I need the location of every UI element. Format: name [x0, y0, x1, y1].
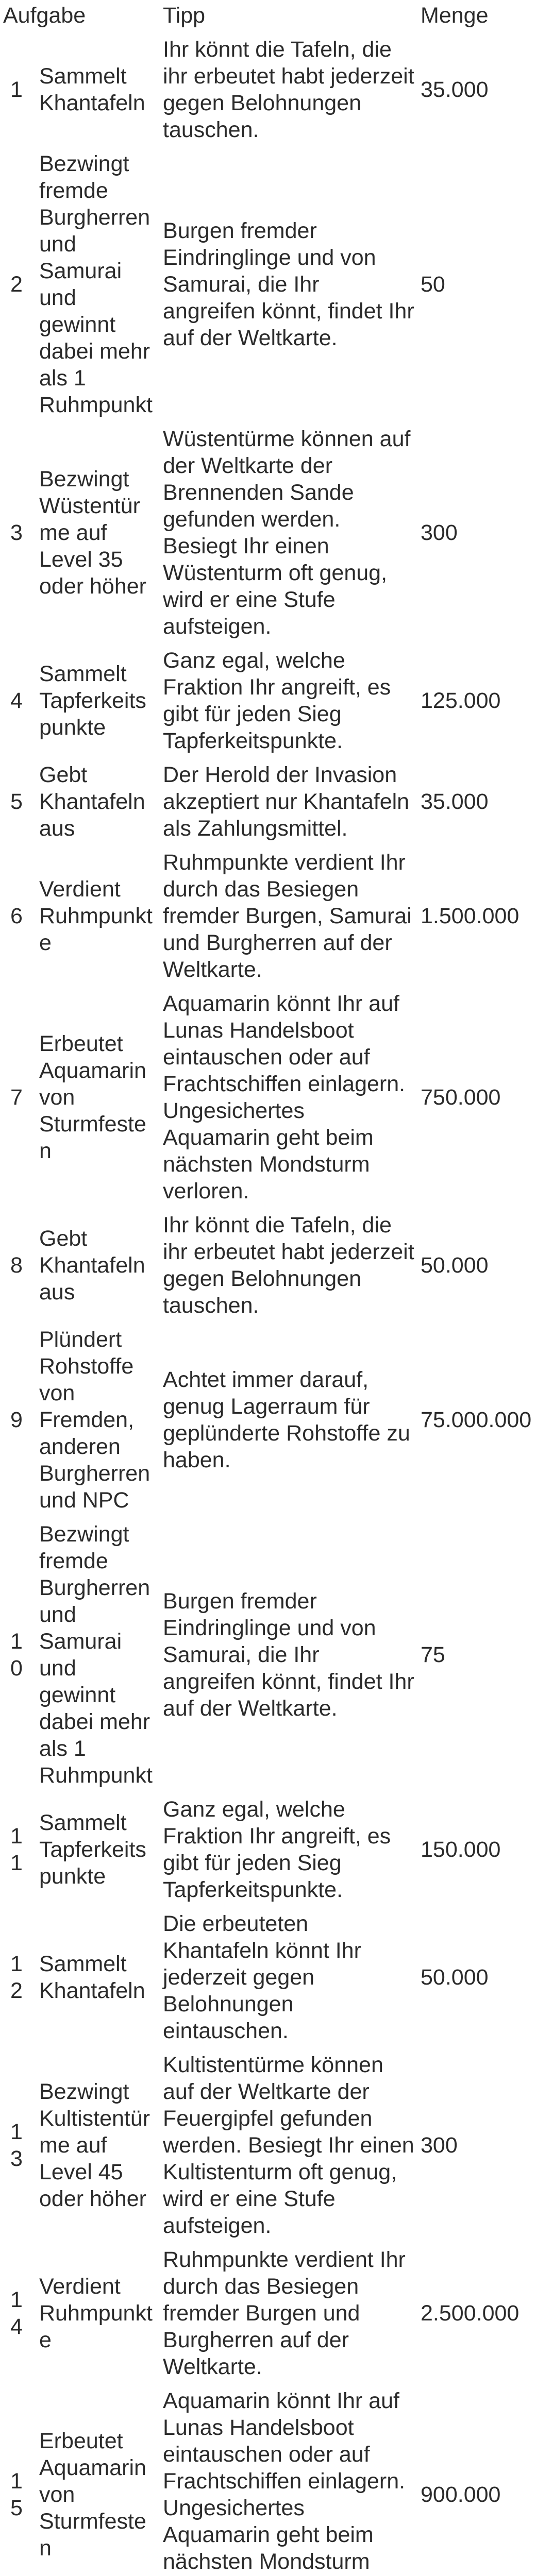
- tip-cell: Ihr könnt die Tafeln, die ihr erbeutet habt jederzeit gegen Belohnungen tauschen.: [163, 1213, 414, 1318]
- row-number: 2: [10, 272, 23, 297]
- quantity-cell: 300: [421, 2133, 458, 2158]
- table-row: [0, 847, 536, 988]
- tip-cell: Wüstentürme können auf der Weltkarte der Brennenden Sande gefunden werden. Besiegt Ihr einen Wüstenturm oft genug, wird er eine Stufe aufsteigen.: [163, 427, 411, 639]
- task-cell: Sammelt Khantafeln: [39, 64, 145, 115]
- task-cell: Sammelt Tapferkeitspunkte: [39, 662, 146, 740]
- table-row: [0, 1210, 536, 1324]
- quantity-cell: 75: [421, 1642, 445, 1667]
- table-row: [0, 1794, 536, 1908]
- row-number: 13: [10, 2120, 23, 2171]
- header-tipp: Tipp: [163, 3, 206, 28]
- table-row: [0, 759, 536, 847]
- row-number: 4: [10, 688, 23, 713]
- tip-cell: Ihr könnt die Tafeln, die ihr erbeutet habt jederzeit gegen Belohnungen tauschen.: [163, 37, 414, 142]
- row-number: 3: [10, 520, 23, 545]
- header-aufgabe: Aufgabe: [3, 3, 86, 28]
- quantity-cell: 125.000: [421, 688, 501, 713]
- tip-cell: Die erbeuteten Khantafeln könnt Ihr jederzeit gegen Belohnungen eintauschen.: [163, 1911, 361, 2043]
- quantity-cell: 35.000: [421, 789, 489, 814]
- quantity-cell: 50.000: [421, 1253, 489, 1278]
- row-number: 9: [10, 1408, 23, 1432]
- quantity-cell: 75.000.000: [421, 1408, 532, 1432]
- row-number: 7: [10, 1085, 23, 1110]
- task-cell: Bezwingt Wüstentürme auf Level 35 oder höher: [39, 467, 146, 599]
- row-number: 14: [10, 2287, 23, 2339]
- row-number: 8: [10, 1253, 23, 1278]
- table-row: [0, 148, 536, 423]
- task-cell: Plündert Rohstoffe von Fremden, anderen Burgherren und NPC: [39, 1327, 150, 1513]
- table-row: [0, 988, 536, 1210]
- quantity-cell: 2.500.000: [421, 2301, 520, 2326]
- tip-cell: Ganz egal, welche Fraktion Ihr angreift, es gibt für jeden Sieg Tapferkeitspunkte.: [163, 648, 391, 753]
- row-number: 10: [10, 1629, 23, 1681]
- quantity-cell: 1.500.000: [421, 904, 520, 928]
- row-number: 15: [10, 2469, 23, 2520]
- tip-cell: Der Herold der Invasion akzeptiert nur Khantafeln als Zahlungsmittel.: [163, 762, 410, 841]
- tip-cell: Aquamarin könnt Ihr auf Lunas Handelsboot eintauschen oder auf Frachtschiffen einlagern. Ungesichertes Aquamarin geht beim nächsten Mondsturm verloren.: [163, 991, 406, 1204]
- table-row: [0, 2049, 536, 2244]
- task-cell: Erbeutet Aquamarin von Sturmfesten: [39, 2429, 146, 2561]
- table-row: [0, 2244, 536, 2385]
- task-cell: Gebt Khantafeln aus: [39, 762, 145, 841]
- tip-cell: Kultistentürme können auf der Weltkarte der Feuergipfel gefunden werden. Besiegt Ihr einen Kultistenturm oft genug, wird er eine Stufe aufsteigen.: [163, 2053, 414, 2238]
- quantity-cell: 50: [421, 272, 445, 297]
- tip-cell: Achtet immer darauf, genug Lagerraum für geplünderte Rohstoffe zu haben.: [163, 1367, 410, 1472]
- quantity-cell: 35.000: [421, 77, 489, 102]
- task-cell: Erbeutet Aquamarin von Sturmfesten: [39, 1031, 146, 1163]
- row-number: 5: [10, 789, 23, 814]
- quantity-cell: 750.000: [421, 1085, 501, 1110]
- row-number: 6: [10, 904, 23, 928]
- row-number: 12: [10, 1952, 23, 2003]
- header-row: [0, 0, 536, 34]
- task-cell: Bezwingt Kultistentürme auf Level 45 oder höher: [39, 2079, 150, 2211]
- table-row: [0, 1519, 536, 1794]
- table-row: [0, 34, 536, 148]
- tip-cell: Ruhmpunkte verdient Ihr durch das Besiegen fremder Burgen, Samurai und Burgherren auf der Weltkarte.: [163, 850, 412, 982]
- task-cell: Bezwingt fremde Burgherren und Samurai und gewinnt dabei mehr als 1 Ruhmpunkt: [39, 1522, 153, 1788]
- quantity-cell: 300: [421, 520, 458, 545]
- tip-cell: Ruhmpunkte verdient Ihr durch das Besiegen fremder Burgen und Burgherren auf der Weltkarte.: [163, 2247, 406, 2379]
- table-row: [0, 1324, 536, 1519]
- task-cell: Verdient Ruhmpunkte: [39, 2274, 153, 2352]
- quantity-cell: 150.000: [421, 1837, 501, 1862]
- task-cell: Bezwingt fremde Burgherren und Samurai und gewinnt dabei mehr als 1 Ruhmpunkt: [39, 151, 153, 417]
- task-cell: Gebt Khantafeln aus: [39, 1226, 145, 1304]
- header-menge: Menge: [421, 3, 489, 28]
- tip-cell: Ganz egal, welche Fraktion Ihr angreift, es gibt für jeden Sieg Tapferkeitspunkte.: [163, 1797, 391, 1902]
- tip-cell: Burgen fremder Eindringlinge und von Samurai, die Ihr angreifen könnt, findet Ihr auf der Weltkarte.: [163, 1589, 414, 1721]
- tip-cell: Burgen fremder Eindringlinge und von Samurai, die Ihr angreifen könnt, findet Ihr auf der Weltkarte.: [163, 218, 414, 350]
- tip-cell: Aquamarin könnt Ihr auf Lunas Handelsboot eintauschen oder auf Frachtschiffen einlagern. Ungesichertes Aquamarin geht beim nächsten Mondsturm: [163, 2388, 406, 2574]
- quantity-cell: 50.000: [421, 1965, 489, 1990]
- table-row: [0, 423, 536, 645]
- row-number: 1: [10, 77, 23, 102]
- task-cell: Sammelt Khantafeln: [39, 1952, 145, 2003]
- table-row: [0, 2385, 536, 2576]
- task-cell: Sammelt Tapferkeitspunkte: [39, 1810, 146, 1889]
- task-cell: Verdient Ruhmpunkte: [39, 877, 153, 955]
- row-number: 11: [10, 1824, 23, 1875]
- table-row: [0, 645, 536, 759]
- quantity-cell: 900.000: [421, 2482, 501, 2507]
- table-row: [0, 1908, 536, 2049]
